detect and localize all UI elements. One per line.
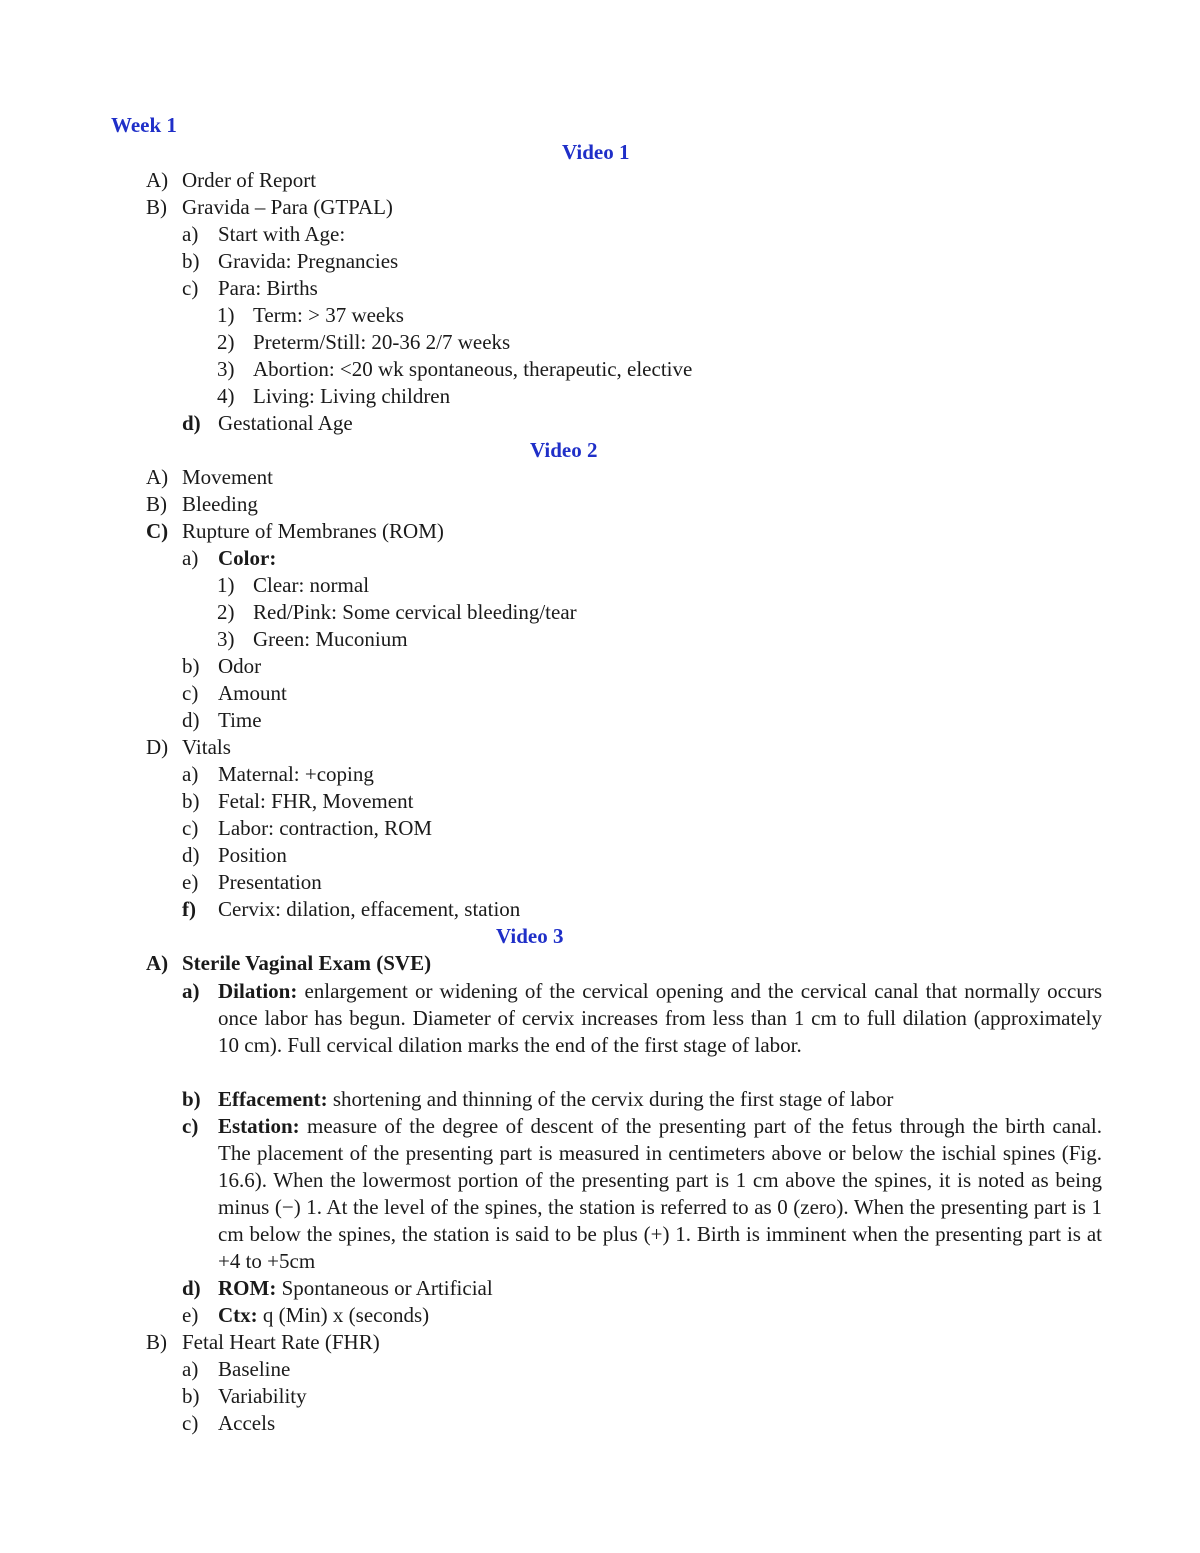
sve-title: Sterile Vaginal Exam (SVE) — [182, 951, 432, 975]
list-marker: 1) — [217, 573, 235, 597]
list-text: Order of Report — [182, 168, 317, 192]
list-text: Term: > 37 weeks — [253, 303, 404, 327]
list-text: Maternal: +coping — [218, 762, 374, 786]
list-text: Fetal Heart Rate (FHR) — [182, 1330, 380, 1354]
list-text: Gestational Age — [218, 411, 353, 435]
list-marker: e) — [182, 870, 199, 894]
list-marker: e) — [182, 1303, 199, 1327]
list-marker: c) — [182, 1114, 199, 1138]
list-text: Baseline — [218, 1357, 291, 1381]
station-entry — [182, 1113, 1102, 1275]
list-text: Amount — [218, 681, 287, 705]
term-definition: measure of the degree of descent of the presenting part of the fetus through the birth canal. The placement of the presenting part is measured in centimeters above or below the ischial spines (Fig. 16.6). When the lowermost portion of the presenting part is 1 cm above the spines, it is noted as being minus (−) 1. At the level of the spines, the station is referred to as 0 (zero). When the presenting part is 1 cm below the spines, the station is said to be plus (+) 1. Birth is imminent when the presenting part is at +4 to +5cm — [218, 1114, 1102, 1273]
list-marker: 2) — [217, 330, 235, 354]
list-marker: b) — [182, 1087, 201, 1111]
list-marker: b) — [182, 789, 200, 813]
video-2-heading: Video 2 — [530, 438, 598, 462]
list-marker: D) — [146, 735, 169, 759]
week-heading: Week 1 — [111, 113, 177, 137]
list-marker: d) — [182, 708, 200, 732]
video-3-heading: Video 3 — [496, 924, 564, 948]
list-marker: C) — [146, 519, 169, 543]
list-marker: c) — [182, 681, 199, 705]
list-text: Odor — [218, 654, 262, 678]
list-text: Accels — [218, 1411, 276, 1435]
term-label: ROM: — [218, 1276, 277, 1300]
list-text: Start with Age: — [218, 222, 346, 246]
term-label: Ctx: — [218, 1303, 258, 1327]
list-text: Vitals — [182, 735, 231, 759]
list-text: Presentation — [218, 870, 322, 894]
term-definition: shortening and thinning of the cervix during the first stage of labor — [327, 1087, 894, 1111]
list-marker: a) — [182, 1357, 199, 1381]
list-text: Living: Living children — [253, 384, 451, 408]
list-marker: b) — [182, 654, 200, 678]
list-marker: 1) — [217, 303, 235, 327]
list-text: Green: Muconium — [253, 627, 408, 651]
list-marker: c) — [182, 1411, 199, 1435]
dilation-entry — [182, 978, 1102, 1059]
list-marker: 3) — [217, 357, 235, 381]
list-text: Position — [218, 843, 287, 867]
term-definition: q (Min) x (seconds) — [257, 1303, 430, 1327]
list-text: Labor: contraction, ROM — [218, 816, 433, 840]
list-marker: A) — [146, 168, 169, 192]
list-text: Red/Pink: Some cervical bleeding/tear — [253, 600, 577, 624]
list-text: Time — [218, 708, 262, 732]
term-definition: enlargement or widening of the cervical opening and the cervical canal that normally occurs once labor has begun. Diameter of cervix increases from less than 1 cm to full dilation (approximately 10 cm). Full cervical dilation marks the end of the first stage of labor. — [218, 979, 1102, 1057]
list-text: Preterm/Still: 20-36 2/7 weeks — [253, 330, 511, 354]
list-marker: d) — [182, 843, 200, 867]
list-marker: a) — [182, 546, 199, 570]
list-marker: B) — [146, 195, 167, 219]
list-text: Para: Births — [218, 276, 318, 300]
list-marker: A) — [146, 951, 169, 975]
list-marker: B) — [146, 1330, 167, 1354]
list-marker: a) — [182, 222, 199, 246]
list-marker: 3) — [217, 627, 235, 651]
list-text: Cervix: dilation, effacement, station — [218, 897, 521, 921]
list-text: Bleeding — [182, 492, 258, 516]
list-marker: 4) — [217, 384, 235, 408]
list-text: Clear: normal — [253, 573, 370, 597]
term-label: Effacement: — [218, 1087, 328, 1111]
list-marker: f) — [182, 897, 196, 921]
list-marker: B) — [146, 492, 167, 516]
term-label: Estation: — [218, 1114, 300, 1138]
list-marker: d) — [182, 411, 201, 435]
list-text: Gravida: Pregnancies — [218, 249, 399, 273]
list-text: Variability — [218, 1384, 307, 1408]
list-text: Color: — [218, 546, 277, 570]
list-marker: d) — [182, 1276, 201, 1300]
term-definition: Spontaneous or Artificial — [276, 1276, 493, 1300]
list-marker: b) — [182, 1384, 200, 1408]
list-text: Gravida – Para (GTPAL) — [182, 195, 393, 219]
list-marker: b) — [182, 249, 200, 273]
list-marker: c) — [182, 276, 199, 300]
list-marker: a) — [182, 979, 200, 1003]
list-marker: a) — [182, 762, 199, 786]
list-text: Fetal: FHR, Movement — [218, 789, 414, 813]
term-label: Dilation: — [218, 979, 298, 1003]
list-marker: c) — [182, 816, 199, 840]
list-text: Movement — [182, 465, 273, 489]
list-text: Abortion: <20 wk spontaneous, therapeutic, elective — [253, 357, 693, 381]
list-marker: A) — [146, 465, 169, 489]
list-marker: 2) — [217, 600, 235, 624]
list-text: Rupture of Membranes (ROM) — [182, 519, 444, 543]
video-1-heading: Video 1 — [562, 140, 630, 164]
